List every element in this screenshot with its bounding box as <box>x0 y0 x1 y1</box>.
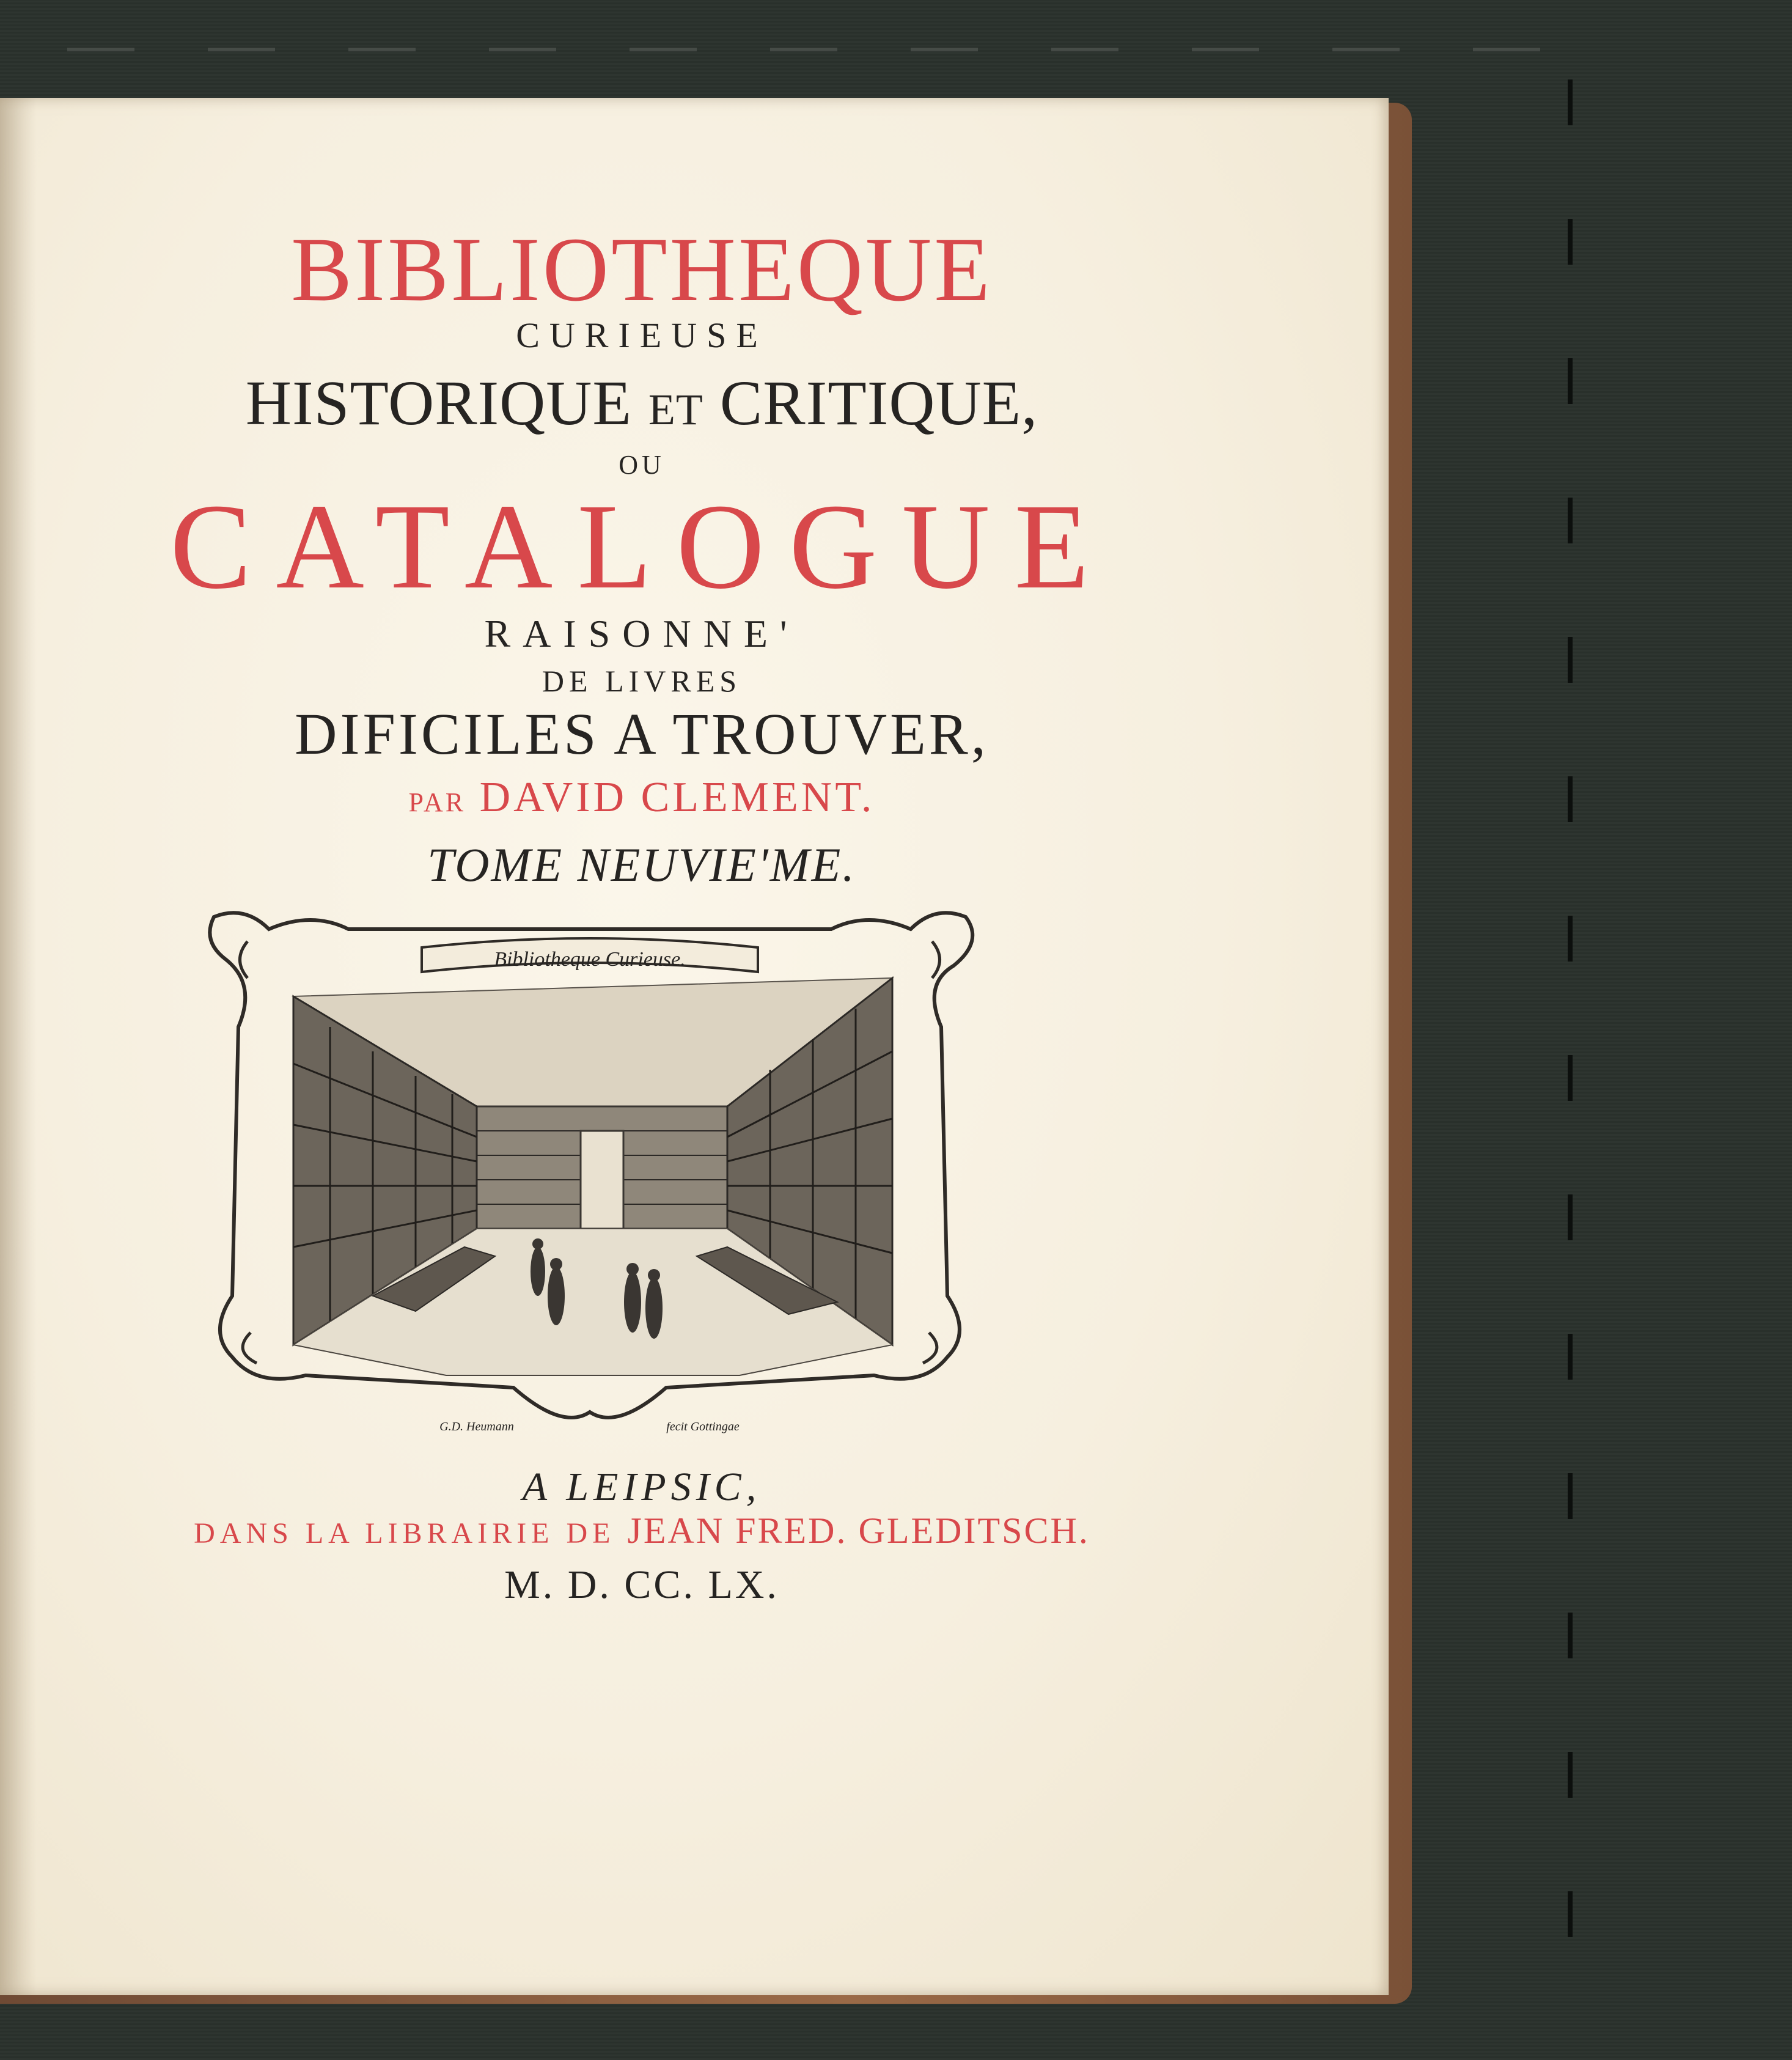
imprint-city: A LEIPSIC, <box>522 1465 762 1509</box>
title-par: PAR <box>408 787 466 817</box>
title-david-clement: DAVID CLEMENT. <box>479 774 875 821</box>
edge-mark <box>1568 776 1573 822</box>
edge-mark <box>1568 637 1573 683</box>
edge-mark <box>1568 1891 1573 1937</box>
edge-mark <box>1568 1055 1573 1101</box>
engraver-signature-right: fecit Gottingae <box>666 1420 740 1433</box>
title-author <box>0 773 1283 822</box>
imprint-date: M. D. CC. LX. <box>504 1562 779 1607</box>
title-catalogue: CATALOGUE <box>170 479 1114 614</box>
edge-mark <box>1568 79 1573 125</box>
engraver-signature-left: G.D. Heumann <box>439 1420 514 1433</box>
edge-mark <box>1568 219 1573 265</box>
title-raisonne: RAISONNE' <box>484 612 799 655</box>
title-historique-critique <box>0 367 1283 440</box>
edge-mark <box>1568 1613 1573 1658</box>
imprint-publisher-line <box>0 1510 1283 1552</box>
title-de-livres: DE LIVRES <box>542 664 742 698</box>
title-et: ET <box>648 385 703 434</box>
edge-mark <box>1568 1334 1573 1380</box>
library-engraving <box>189 905 990 1443</box>
scanner-ruler <box>67 48 1717 54</box>
title-bibliotheque: BIBLIOTHEQUE <box>291 219 993 320</box>
edge-mark <box>1568 916 1573 962</box>
title-ou: OU <box>619 450 665 480</box>
edge-mark <box>1568 498 1573 543</box>
edge-mark <box>1568 1473 1573 1519</box>
title-curieuse: CURIEUSE <box>516 315 768 355</box>
edge-mark <box>1568 1194 1573 1240</box>
title-volume: TOME NEUVIE'ME. <box>427 838 856 891</box>
imprint-dans-la-librairie: DANS LA LIBRAIRIE DE <box>194 1517 615 1550</box>
engraving-banner-text: Bibliotheque Curieuse. <box>494 948 686 971</box>
edge-mark <box>1568 358 1573 404</box>
title-dificiles: DIFICILES A TROUVER, <box>295 701 989 767</box>
edge-mark <box>1568 1752 1573 1798</box>
title-historique: HISTORIQUE <box>245 368 632 438</box>
title-critique: CRITIQUE, <box>719 368 1038 438</box>
scanner-edge-marks <box>1568 79 1576 2005</box>
imprint-publisher: JEAN FRED. GLEDITSCH. <box>627 1510 1090 1551</box>
